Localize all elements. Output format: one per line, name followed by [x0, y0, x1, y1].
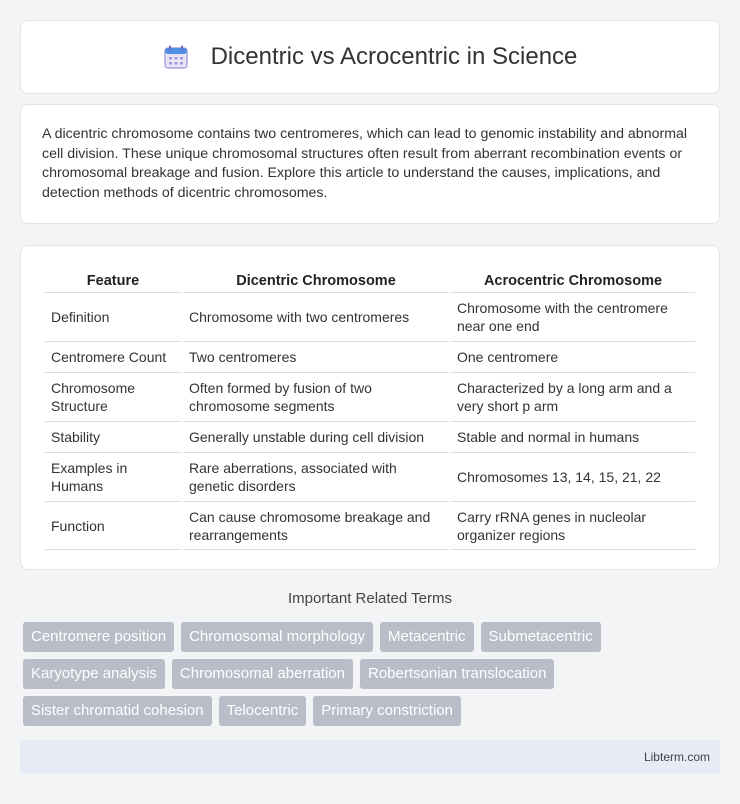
- table-cell: Chromosome with the centromere near one end: [451, 292, 695, 341]
- footer: [20, 740, 720, 774]
- title-card: [20, 20, 720, 94]
- related-term-tag[interactable]: Centromere position: [23, 622, 174, 652]
- related-term-tag[interactable]: Submetacentric: [481, 622, 601, 652]
- page-title: Dicentric vs Acrocentric in Science: [210, 43, 578, 70]
- table-cell: Two centromeres: [183, 341, 449, 372]
- related-terms-list: [23, 622, 723, 733]
- related-term-tag[interactable]: Telocentric: [219, 696, 307, 726]
- table-row: [45, 341, 695, 372]
- related-term-tag[interactable]: Robertsonian translocation: [360, 659, 554, 689]
- table-cell: Characterized by a long arm and a very short p arm: [451, 372, 695, 421]
- table-header-acrocentric: Acrocentric Chromosome: [483, 273, 663, 289]
- table-cell: One centromere: [451, 341, 695, 372]
- table-header-feature: Feature: [86, 273, 140, 289]
- table-cell: Generally unstable during cell division: [183, 421, 449, 452]
- comparison-table-card: [20, 245, 720, 570]
- table-row: [45, 421, 695, 452]
- related-term-tag[interactable]: Karyotype analysis: [23, 659, 165, 689]
- table-row: [45, 372, 695, 421]
- table-cell: Chromosome with two centromeres: [183, 292, 449, 341]
- related-term-tag[interactable]: Metacentric: [380, 622, 474, 652]
- table-cell: Can cause chromosome breakage and rearrangements: [183, 501, 449, 550]
- table-row: [45, 452, 695, 501]
- intro-card: [20, 104, 720, 224]
- table-cell: Examples in Humans: [45, 452, 181, 501]
- table-cell: Stability: [45, 421, 181, 452]
- table-cell: Definition: [45, 292, 181, 341]
- related-term-tag[interactable]: Chromosomal morphology: [181, 622, 373, 652]
- related-term-tag[interactable]: Chromosomal aberration: [172, 659, 353, 689]
- related-terms-heading: Important Related Terms: [288, 590, 452, 607]
- calendar-icon: [163, 44, 189, 70]
- table-cell: Rare aberrations, associated with genetic disorders: [183, 452, 449, 501]
- table-row: [45, 292, 695, 341]
- table-cell: Often formed by fusion of two chromosome segments: [183, 372, 449, 421]
- table-cell: Chromosome Structure: [45, 372, 181, 421]
- table-cell: Chromosomes 13, 14, 15, 21, 22: [451, 452, 695, 501]
- table-cell: Carry rRNA genes in nucleolar organizer regions: [451, 501, 695, 550]
- comparison-table: [43, 266, 697, 550]
- intro-text: A dicentric chromosome contains two centromeres, which can lead to genomic instability and abnormal cell division. These unique chromosomal structures often result from aberrant recombination events or chromosomal breakage and fusion. Explore this article to understand the causes, implications, and detection methods of dicentric chromosomes.: [42, 126, 688, 201]
- related-term-tag[interactable]: Primary constriction: [313, 696, 461, 726]
- table-cell: Centromere Count: [45, 341, 181, 372]
- table-cell: Stable and normal in humans: [451, 421, 695, 452]
- table-cell: Function: [45, 501, 181, 550]
- footer-site-link[interactable]: Libterm.com: [643, 750, 710, 764]
- related-term-tag[interactable]: Sister chromatid cohesion: [23, 696, 212, 726]
- table-row: [45, 501, 695, 550]
- table-header-dicentric: Dicentric Chromosome: [236, 273, 396, 289]
